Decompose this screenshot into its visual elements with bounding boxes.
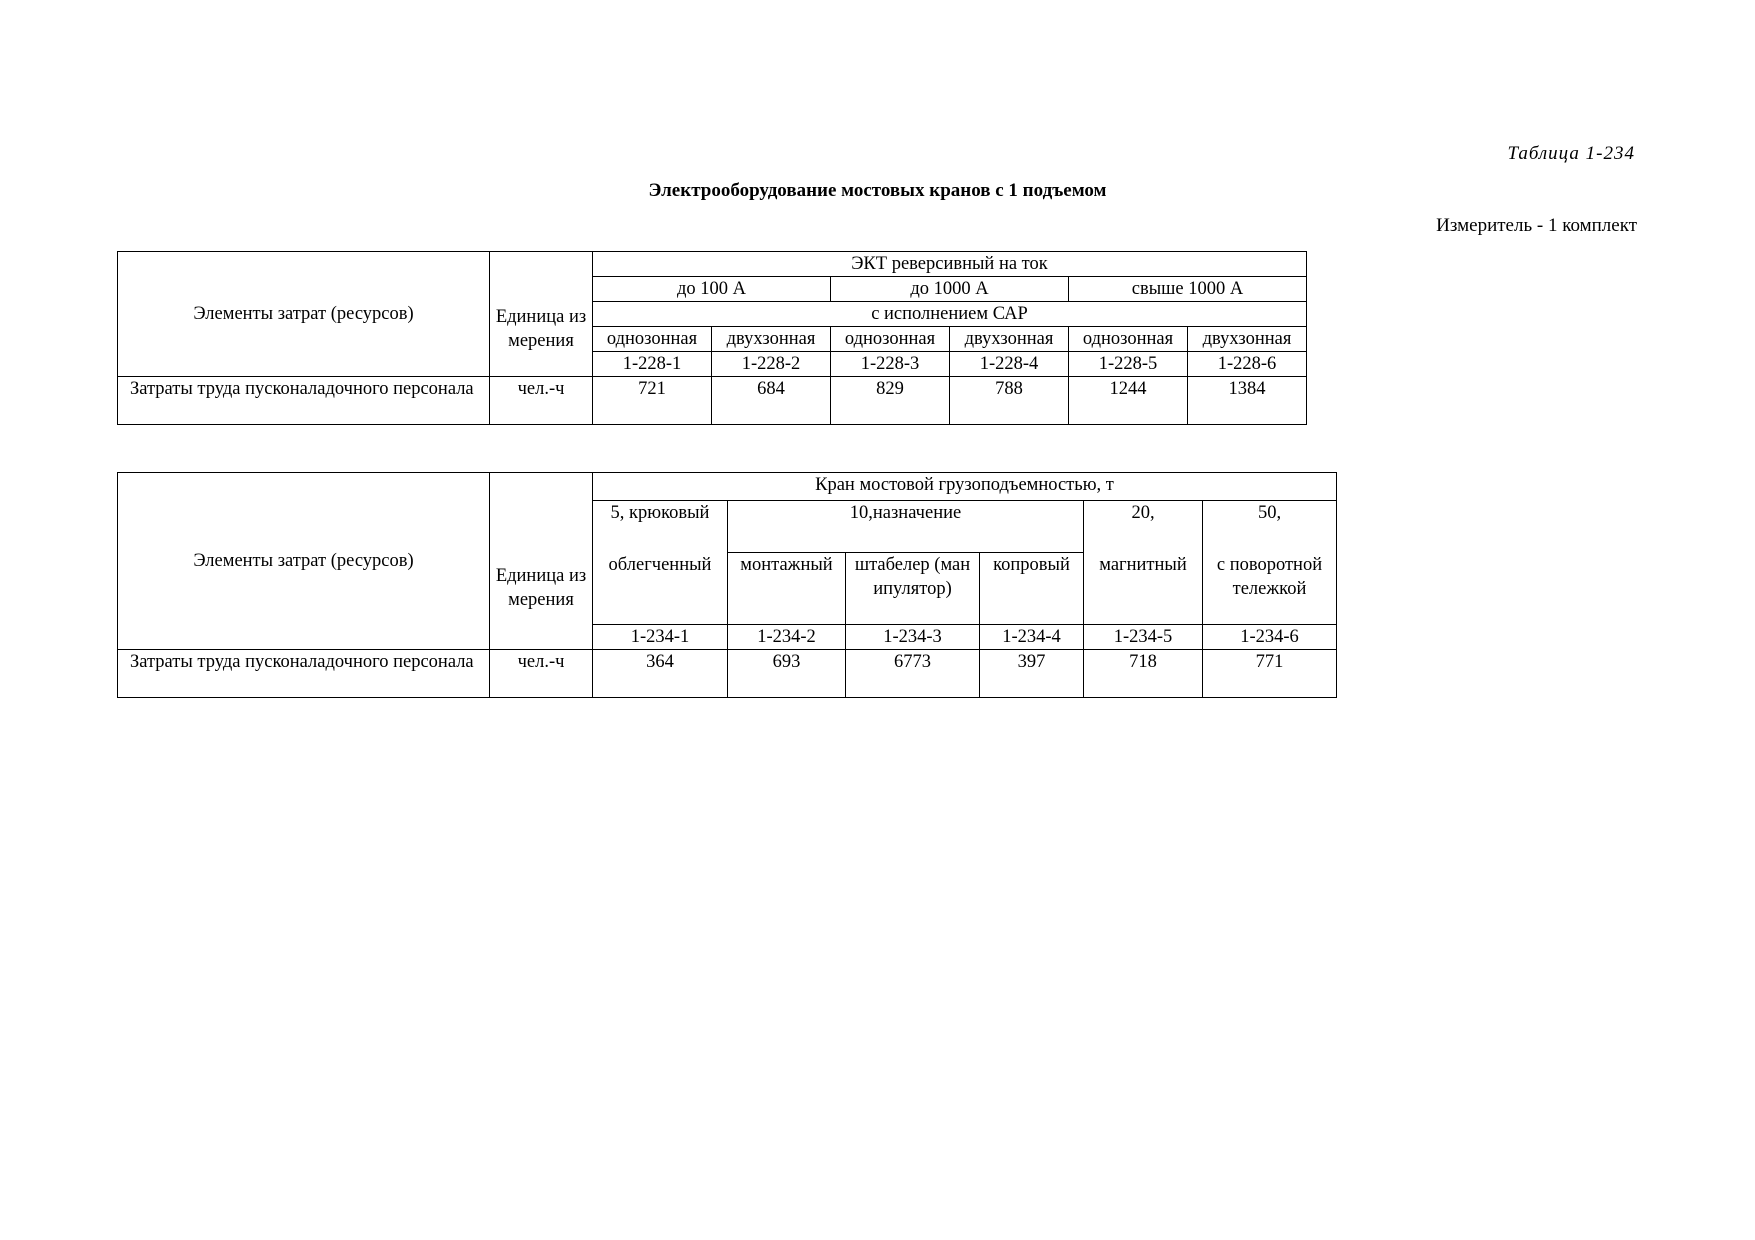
value-cell: 829 xyxy=(831,377,950,425)
code-cell: 1-228-5 xyxy=(1069,352,1188,377)
capacity-50: 50, xyxy=(1203,501,1337,553)
type-lightweight: облегченный xyxy=(593,553,728,625)
table-number: Таблица 1-234 xyxy=(1507,143,1635,164)
header-elements: Элементы затрат (ресурсов) xyxy=(118,252,490,377)
code-cell: 1-234-3 xyxy=(846,625,980,650)
value-cell: 6773 xyxy=(846,650,980,698)
header-unit: Единица измерения xyxy=(490,252,593,377)
code-cell: 1-234-4 xyxy=(980,625,1084,650)
header-sub-1: до 100 А xyxy=(593,277,831,302)
row-label: Затраты труда пусконаладочного персонала xyxy=(118,650,490,698)
value-cell: 718 xyxy=(1084,650,1203,698)
capacity-10: 10,назначение xyxy=(728,501,1084,553)
type-rotating-trolley: с поворотной тележкой xyxy=(1203,553,1337,625)
code-cell: 1-228-1 xyxy=(593,352,712,377)
header-elements: Элементы затрат (ресурсов) xyxy=(118,473,490,650)
code-cell: 1-234-6 xyxy=(1203,625,1337,650)
table-1234 xyxy=(117,472,1337,698)
value-cell: 1244 xyxy=(1069,377,1188,425)
header-type: однозонная xyxy=(593,327,712,352)
row-unit: чел.-ч xyxy=(490,650,593,698)
row-unit: чел.-ч xyxy=(490,377,593,425)
table-1228 xyxy=(117,251,1307,425)
header-cap: с исполнением САР xyxy=(593,302,1307,327)
code-cell: 1-234-2 xyxy=(728,625,846,650)
code-cell: 1-234-5 xyxy=(1084,625,1203,650)
value-cell: 721 xyxy=(593,377,712,425)
value-cell: 693 xyxy=(728,650,846,698)
value-cell: 684 xyxy=(712,377,831,425)
header-type: двухзонная xyxy=(712,327,831,352)
header-type: однозонная xyxy=(831,327,950,352)
value-cell: 1384 xyxy=(1188,377,1307,425)
value-cell: 364 xyxy=(593,650,728,698)
value-cell: 788 xyxy=(950,377,1069,425)
page-title: Электрооборудование мостовых кранов с 1 подъемом xyxy=(648,180,1107,201)
type-magnetic: магнитный xyxy=(1084,553,1203,625)
value-cell: 397 xyxy=(980,650,1084,698)
header-group: Кран мостовой грузоподъемностью, т xyxy=(593,473,1337,501)
measurement-unit: Измеритель - 1 комплект xyxy=(1436,215,1637,236)
code-cell: 1-228-3 xyxy=(831,352,950,377)
row-label: Затраты труда пусконаладочного персонала xyxy=(118,377,490,425)
header-group: ЭКТ реверсивный на ток xyxy=(593,252,1307,277)
capacity-5: 5, крюковый xyxy=(593,501,728,553)
code-cell: 1-228-4 xyxy=(950,352,1069,377)
header-type: однозонная xyxy=(1069,327,1188,352)
value-cell: 771 xyxy=(1203,650,1337,698)
code-cell: 1-228-6 xyxy=(1188,352,1307,377)
type-pile: копровый xyxy=(980,553,1084,625)
header-sub-3: свыше 1000 А xyxy=(1069,277,1307,302)
code-cell: 1-234-1 xyxy=(593,625,728,650)
header-unit: Единица измерения xyxy=(490,473,593,650)
header-type: двухзонная xyxy=(950,327,1069,352)
header-type: двухзонная xyxy=(1188,327,1307,352)
capacity-20: 20, xyxy=(1084,501,1203,553)
code-cell: 1-228-2 xyxy=(712,352,831,377)
type-mounting: монтажный xyxy=(728,553,846,625)
type-stacker: штабелер (манипулятор) xyxy=(846,553,980,625)
header-sub-2: до 1000 А xyxy=(831,277,1069,302)
